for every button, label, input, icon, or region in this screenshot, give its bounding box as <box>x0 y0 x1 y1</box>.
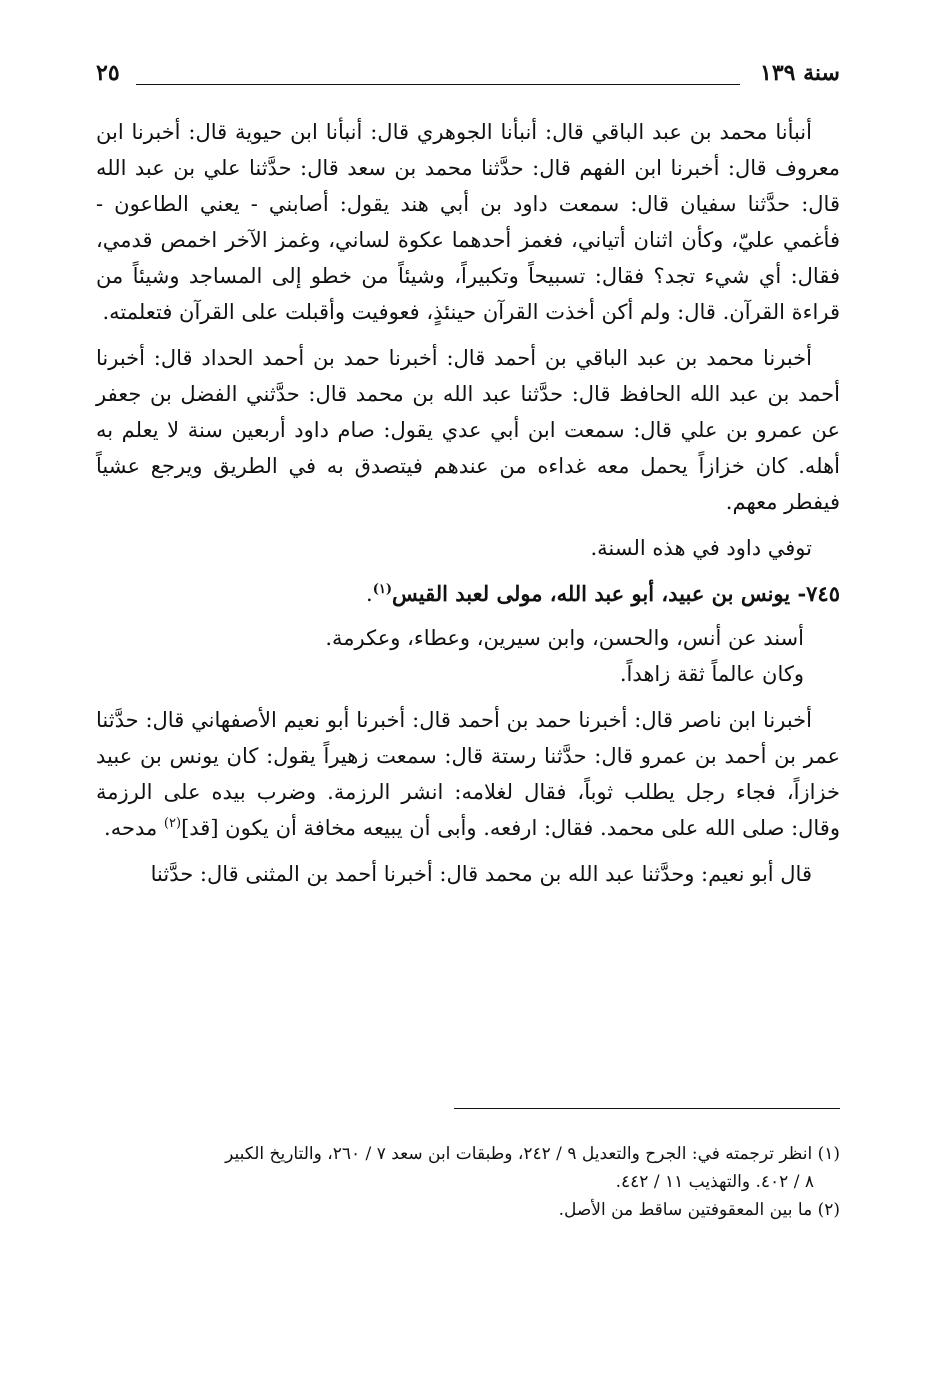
paragraph-6: قال أبو نعيم: وحدَّثنا عبد الله بن محمد قال: أخبرنا أحمد بن المثنى قال: حدَّثنا <box>150 862 812 886</box>
paragraph-4a: أسند عن أنس، والحسن، وابن سيرين، وعطاء، وعكرمة. <box>325 626 804 650</box>
entry-end: . <box>366 582 373 606</box>
paragraph-5 <box>96 702 840 846</box>
paragraph-4b: وكان عالماً ثقة زاهداً. <box>619 662 804 686</box>
page-header <box>96 54 840 98</box>
entry-name: - يونس بن عبيد، أبو عبد الله، مولى لعبد القيس <box>392 581 807 606</box>
paragraph-5-text: أخبرنا ابن ناصر قال: أخبرنا حمد بن أحمد قال: أخبرنا أبو نعيم الأصفهاني قال: حدَّثنا عمر بن أحمد بن عمرو قال: حدَّثنا رستة قال: سمعت زهيراً يقول: كان يونس بن عبيد خزازاً، فجاء رجل يطلب ثوباً، فقال لغلامه: انشر الرزمة. وضرب بيده على الرزمة وقال: صلى الله على محمد. فقال: ارفعه. وأبى أن يبيعه مخافة أن يكون [قد] <box>96 708 840 840</box>
paragraph-3: توفي داود في هذه السنة. <box>590 536 812 560</box>
paragraph-2: أخبرنا محمد بن عبد الباقي بن أحمد قال: أخبرنا حمد بن أحمد الحداد قال: أخبرنا أحمد بن عبد الله الحافظ قال: حدَّثنا عبد الله بن محمد قال: حدَّثني الفضل بن جعفر عن عمرو بن علي قال: سمعت ابن أبي عدي يقول: صام داود أربعين سنة لا يعلم به أهله. كان خزازاً يحمل معه غداءه من عندهم فيتصدق به في الطريق ويرجع عشياً فيفطر معهم. <box>96 346 840 514</box>
footnote-1-continued: ٨ / ٤٠٢. والتهذيب ١١ / ٤٤٢. <box>615 1172 814 1192</box>
page-number: ٢٥ <box>96 60 120 86</box>
header-rule <box>136 84 740 85</box>
footnote-ref-1: (١) <box>372 582 392 597</box>
entry-heading <box>96 576 840 612</box>
footnote-rule <box>454 1108 840 1109</box>
paragraph-5-end: مدحه. <box>104 816 164 840</box>
footnotes <box>96 1140 840 1224</box>
footnote-ref-2: (٢) <box>163 816 182 831</box>
footnote-1: (١) انظر ترجمته في: الجرح والتعديل ٩ / ٢٤٢، وطبقات ابن سعد ٧ / ٢٦٠، والتاريخ الكبير <box>225 1144 840 1164</box>
entry-number: ٧٤٥ <box>806 581 840 606</box>
footnote-2: (٢) ما بين المعقوفتين ساقط من الأصل. <box>558 1200 840 1220</box>
running-title: سنة ١٣٩ <box>760 60 840 86</box>
page <box>96 54 840 892</box>
paragraph-1: أنبأنا محمد بن عبد الباقي قال: أنبأنا الجوهري قال: أنبأنا ابن حيوية قال: أخبرنا ابن معروف قال: أخبرنا ابن الفهم قال: حدَّثنا محمد بن سعد قال: حدَّثنا علي بن عبد الله قال: حدَّثنا سفيان قال: سمعت داود بن أبي هند يقول: أصابني - يعني الطاعون - فأغمي عليّ، وكأن اثنان أتياني، فغمز أحدهما عكوة لساني، وغمز الآخر اخمص قدمي، فقال: أي شيء تجد؟ فقال: تسبيحاً وتكبيراً، وشيئاً من خطو إلى المساجد وشيئاً من قراءة القرآن. قال: ولم أكن أخذت القرآن حينئذٍ، فعوفيت وأقبلت على القرآن فتعلمته. <box>96 120 840 324</box>
